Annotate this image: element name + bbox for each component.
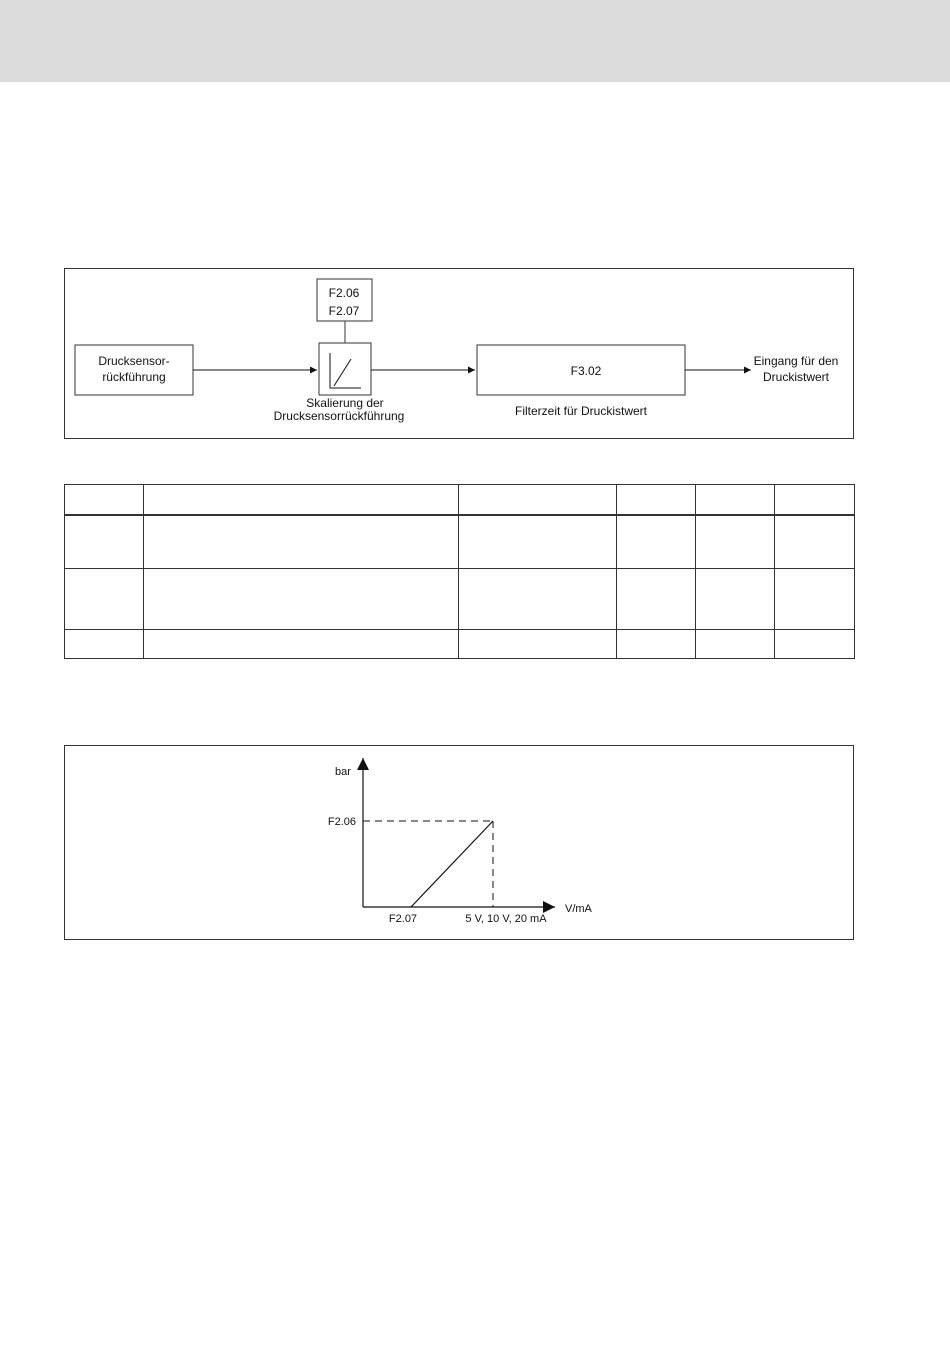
scaling-graph-svg (65, 746, 855, 941)
scaling-caption-line2: Drucksensorrückführung (273, 409, 405, 423)
sensor-block-line2: rückführung (102, 370, 166, 384)
x-end-label: 5 V, 10 V, 20 mA (465, 913, 547, 925)
table-cell (696, 630, 775, 659)
table-cell (144, 569, 459, 630)
table-cell (144, 630, 459, 659)
page-header-band (0, 0, 950, 82)
table-cell (696, 515, 775, 569)
y-marker-label: F2.06 (327, 816, 356, 828)
table-cell (617, 630, 696, 659)
output-line2: Druckistwert (762, 370, 830, 384)
table-cell (617, 515, 696, 569)
table-header-cell (617, 485, 696, 516)
filter-caption: Filterzeit für Druckistwert (514, 404, 648, 418)
table-row (65, 569, 855, 630)
table-cell (65, 515, 144, 569)
table-cell (617, 569, 696, 630)
scaling-graph (64, 745, 854, 940)
table-row (65, 630, 855, 659)
table-header-cell (775, 485, 855, 516)
table-row (65, 515, 855, 569)
table-cell (459, 515, 617, 569)
table-cell (775, 569, 855, 630)
block-diagram (64, 268, 854, 439)
filter-block-label: F3.02 (570, 364, 602, 378)
table-header-cell (65, 485, 144, 516)
table-header-cell (696, 485, 775, 516)
table-cell (144, 515, 459, 569)
table-cell (696, 569, 775, 630)
table-cell (775, 515, 855, 569)
scaling-caption-line1: Skalierung der (306, 396, 384, 410)
x-start-label: F2.07 (388, 913, 418, 925)
table-cell (459, 630, 617, 659)
param-box-line2: F2.07 (328, 304, 360, 318)
x-axis-label: V/mA (565, 903, 592, 915)
table-header-row (65, 485, 855, 516)
parameter-table (64, 484, 855, 659)
block-diagram-svg (65, 269, 855, 440)
characteristic-line (411, 821, 493, 907)
table-header-cell (144, 485, 459, 516)
param-box-line1: F2.06 (328, 286, 360, 300)
table-cell (65, 630, 144, 659)
table-header-cell (459, 485, 617, 516)
sensor-block-line1: Drucksensor- (98, 354, 170, 368)
table-cell (65, 569, 144, 630)
table-cell (459, 569, 617, 630)
table-cell (775, 630, 855, 659)
output-line1: Eingang für den (753, 354, 839, 368)
y-axis-label: bar (335, 766, 351, 778)
